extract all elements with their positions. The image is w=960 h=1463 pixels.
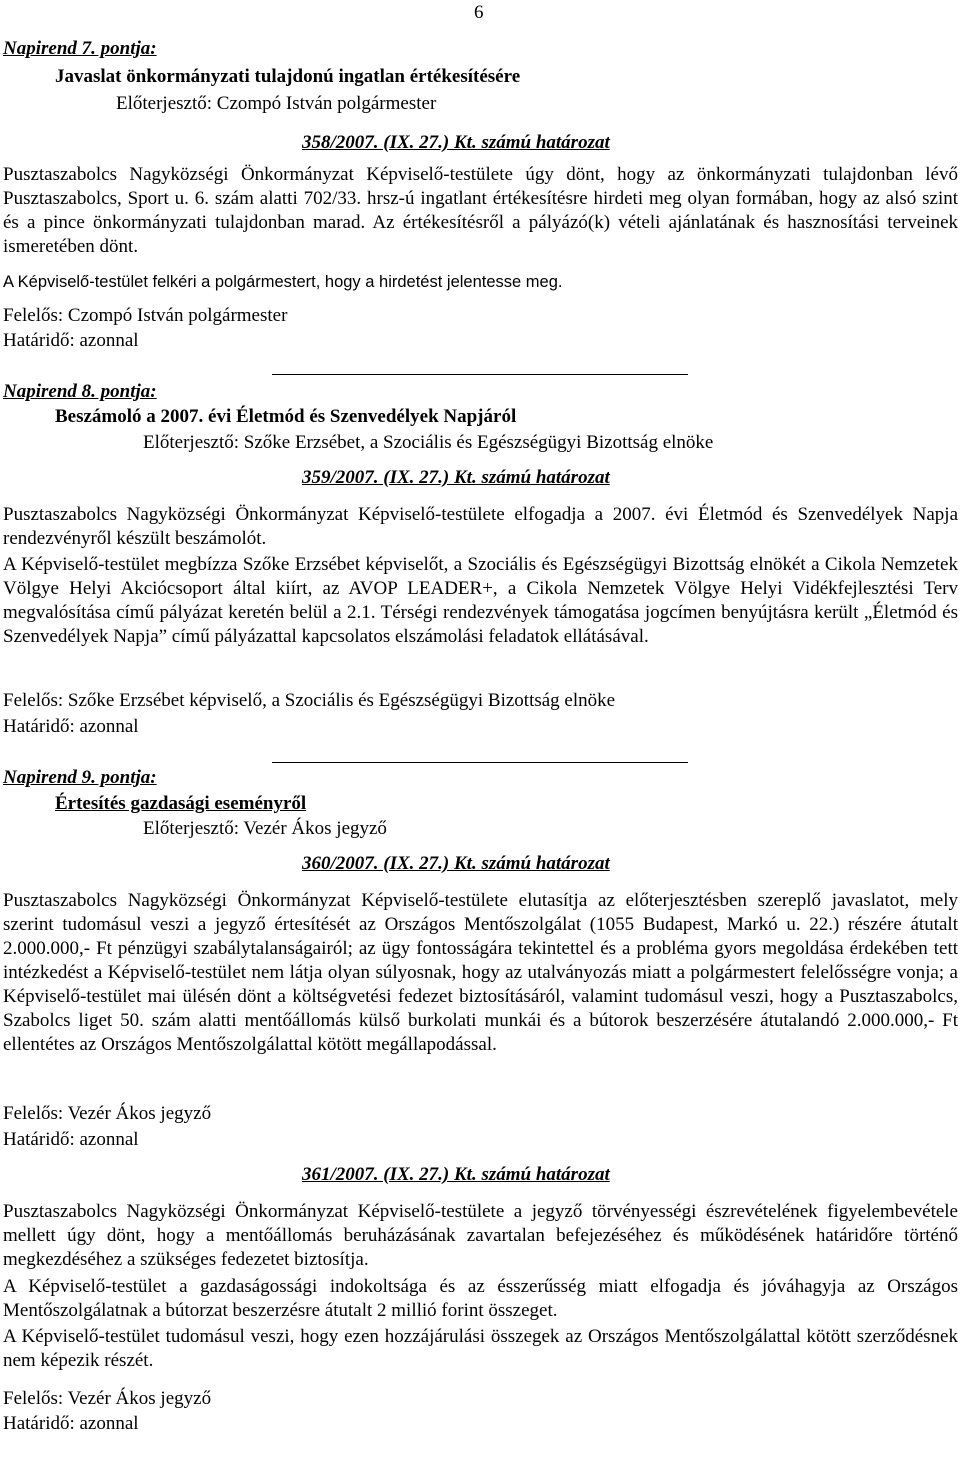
resolution-360-responsible: Felelős: Vezér Ákos jegyző — [3, 1103, 212, 1124]
resolution-358-body — [3, 163, 958, 259]
resolution-359-body-2: A Képviselő-testület megbízza Szőke Erzsébet képviselőt, a Szociális és Egészségügyi Bizottság elnökét a Cikola Nemzetek Völgye Helyi Akciócsoport által kiírt, az AVOP LEADER+, a Cikola Nemzetek Völgye Helyi Vidékfejlesztési Terv megvalósítása című pályázat keretén belül a 2.1. Térségi rendezvények támogatása jogcímen benyújtásra került „Életmód és Szenvedélyek Napja” című pályázattal kapcsolatos elszámolási feladatok ellátásával. — [3, 554, 958, 647]
resolution-358-text-1: Pusztaszabolcs Nagyközségi Önkormányzat Képviselő-testülete úgy dönt, hogy az önkormányzati tulajdonban lévő Pusztaszabolcs, Sport u. 6. szám alatti 702/33. hrsz-ú ingatlant értékesítésre hirdeti meg olyan formában, hogy az alsó szint és a pince önkormányzati tulajdonban marad. Az értékesítésről a pályázó(k) vételi ajánlatának és hasznosítási terveinek ismeretében dönt. — [3, 164, 958, 257]
agenda-7-deadline: Határidő: azonnal — [3, 330, 139, 351]
resolution-361-deadline: Határidő: azonnal — [3, 1413, 139, 1434]
resolution-360-title: 360/2007. (IX. 27.) Kt. számú határozat — [302, 853, 610, 874]
agenda-8-deadline: Határidő: azonnal — [3, 716, 139, 737]
resolution-361-responsible: Felelős: Vezér Ákos jegyző — [3, 1388, 212, 1409]
resolution-361-body-1: Pusztaszabolcs Nagyközségi Önkormányzat Képviselő-testülete a jegyző törvényességi észrevételének figyelembevétele mellett úgy dönt, hogy a mentőállomás beruházásának zavartalan befejezéséhez és működésének határidőre történő megkezdéséhez a szükséges fedezetet biztosítja. — [3, 1201, 958, 1270]
resolution-358-title: 358/2007. (IX. 27.) Kt. számú határozat — [302, 132, 610, 153]
agenda-8-presenter: Előterjesztő: Szőke Erzsébet, a Szociális és Egészségügyi Bizottság elnöke — [143, 432, 714, 453]
section-divider — [272, 374, 688, 375]
page-number: 6 — [474, 2, 484, 23]
agenda-9-title: Értesítés gazdasági eseményről — [55, 793, 307, 814]
resolution-361-title: 361/2007. (IX. 27.) Kt. számú határozat — [302, 1164, 610, 1185]
resolution-359-title: 359/2007. (IX. 27.) Kt. számú határozat — [302, 467, 610, 488]
resolution-360-body: Pusztaszabolcs Nagyközségi Önkormányzat Képviselő-testülete elutasítja az előterjesztésben szereplő javaslatot, mely szerint tudomásul veszi a jegyző értesítését az Országos Mentőszolgálat (1055 Budapest, Markó u. 22.) részére átutalt 2.000.000,- Ft pénzügyi szabálytalanságairól; az ügy fontosságára tekintettel és a probléma gyors megoldása érdekében tett intézkedést a Képviselő-testület nem látja olyan súlyosnak, hogy az utalványozás miatt a polgármestert felelősségre vonja; a Képviselő-testület mai ülésén dönt a költségvetési fedezet biztosításáról, valamint tudomásul veszi, hogy a Pusztaszabolcs, Szabolcs liget 50. szám alatti mentőállomás külső burkolati munkái és a bútorok beszerzésére átutalandó 2.000.000,- Ft ellentétes az Országos Mentőszolgálattal kötött megállapodással. — [3, 890, 958, 1055]
resolution-361-body-3: A Képviselő-testület tudomásul veszi, hogy ezen hozzájárulási összegek az Országos Mentőszolgálattal kötött szerződésnek nem képezik részét. — [3, 1326, 958, 1371]
agenda-9-presenter: Előterjesztő: Vezér Ákos jegyző — [143, 818, 387, 839]
agenda-8-heading: Napirend 8. pontja: — [3, 381, 157, 402]
resolution-359-body-1: Pusztaszabolcs Nagyközségi Önkormányzat Képviselő-testülete elfogadja a 2007. évi Életmód és Szenvedélyek Napja rendezvényről készült beszámolót. — [3, 504, 958, 549]
resolution-358-text-2: A Képviselő-testület felkéri a polgármestert, hogy a hirdetést jelentesse meg. — [3, 273, 563, 291]
resolution-360-deadline: Határidő: azonnal — [3, 1129, 139, 1150]
agenda-7-responsible: Felelős: Czompó István polgármester — [3, 305, 288, 326]
agenda-7-presenter: Előterjesztő: Czompó István polgármester — [116, 93, 437, 114]
agenda-8-title: Beszámoló a 2007. évi Életmód és Szenvedélyek Napjáról — [55, 406, 517, 427]
agenda-9-heading: Napirend 9. pontja: — [3, 767, 157, 788]
section-divider — [272, 762, 688, 763]
resolution-361-body-2: A Képviselő-testület a gazdaságossági indokoltsága és az ésszerűsség miatt elfogadja és jóváhagyja az Országos Mentőszolgálatnak a bútorzat beszerzésre átutalt 2 millió forint összeget. — [3, 1276, 958, 1321]
agenda-7-title: Javaslat önkormányzati tulajdonú ingatlan értékesítésére — [55, 66, 521, 87]
agenda-8-responsible: Felelős: Szőke Erzsébet képviselő, a Szociális és Egészségügyi Bizottság elnöke — [3, 690, 616, 711]
agenda-7-heading: Napirend 7. pontja: — [3, 38, 157, 59]
